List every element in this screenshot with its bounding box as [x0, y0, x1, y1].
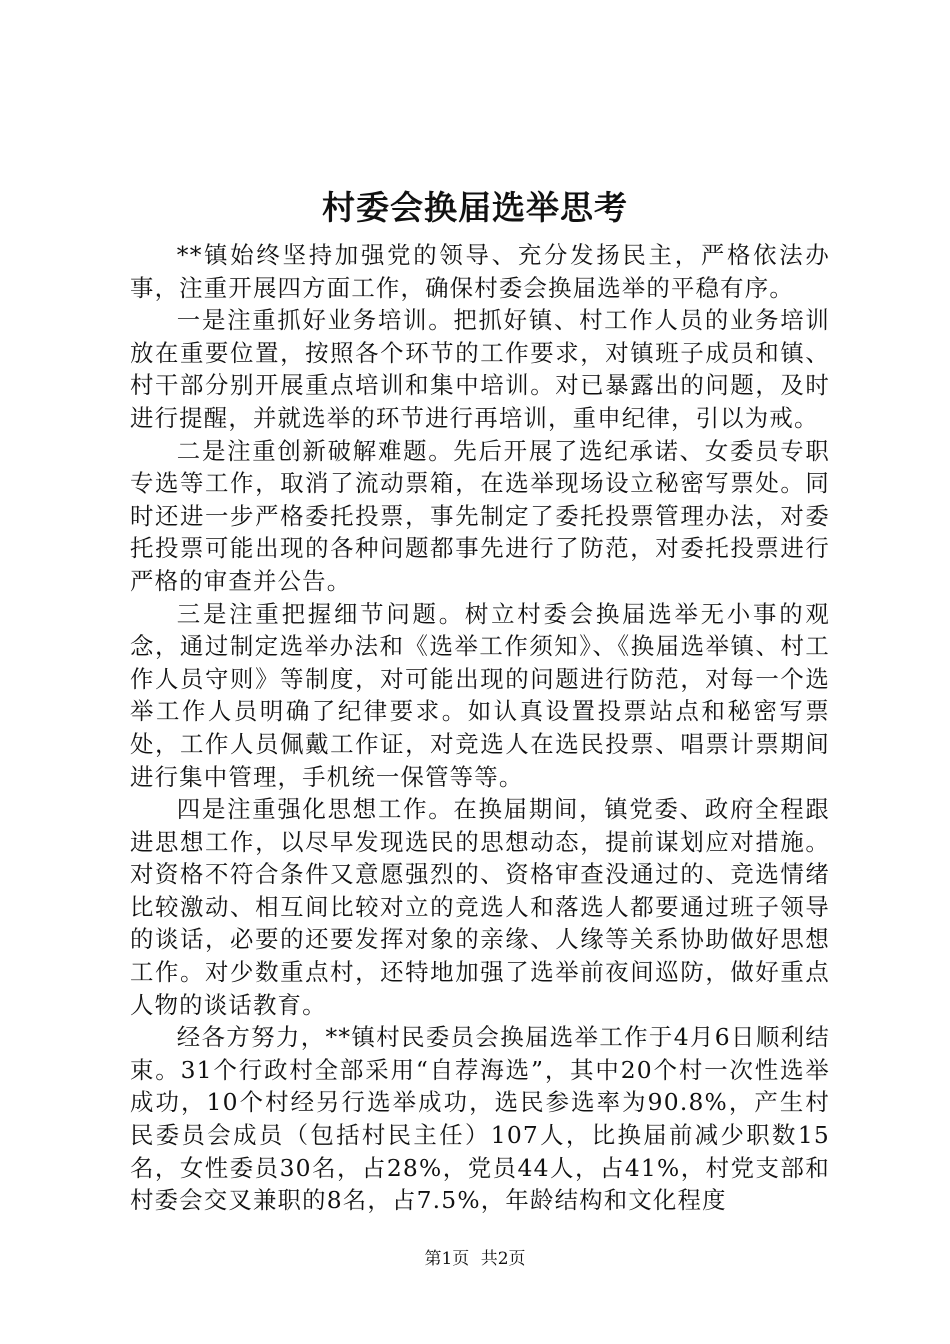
paragraph-innovation: 二是注重创新破解难题。先后开展了选纪承诺、女委员专职专选等工作，取消了流动票箱，在选举现场设立秘密写票处。同时还进一步严格委托投票，事先制定了委托投票管理办法，对委托投票可能出现的各种问题都事先进行了防范，对委托投票进行严格的审查并公告。: [130, 436, 830, 595]
paragraph-details: 三是注重把握细节问题。树立村委会换届选举无小事的观念，通过制定选举办法和《选举工作须知》、《换届选举镇、村工作人员守则》等制度，对可能出现的问题进行防范，对每一个选举工作人员明确了纪律要求。如认真设置投票站点和秘密写票处，工作人员佩戴工作证，对竞选人在选民投票、唱票计票期间进行集中管理，手机统一保管等等。: [130, 599, 830, 791]
page-number-current: 第1页: [424, 1249, 470, 1269]
paragraph-ideology: 四是注重强化思想工作。在换届期间，镇党委、政府全程跟进思想工作，以尽早发现选民的思想动态，提前谋划应对措施。对资格不符合条件又意愿强烈的、资格审查没通过的、竞选情绪比较激动、相互间比较对立的竞选人和落选人都要通过班子领导的谈话，必要的还要发挥对象的亲缘、人缘等关系协助做好思想工作。对少数重点村，还特地加强了选举前夜间巡防，做好重点人物的谈话教育。: [130, 795, 830, 1019]
paragraph-results: 经各方努力，**镇村民委员会换届选举工作于4月6日顺利结束。31个行政村全部采用“自荐海选”，其中20个村一次性选举成功，10个村经另行选举成功，选民参选率为90.8%，产生村民委员会成员（包括村民主任）107人，比换届前减少职数15名，女性委员30名，占28%，党员44人，占41%，村党支部和村委会交叉兼职的8名，占7.5%，年龄结构和文化程度: [130, 1023, 830, 1215]
page-number-total: 共2页: [480, 1249, 526, 1269]
page-footer: [0, 1248, 950, 1270]
document-body: [130, 239, 830, 1217]
paragraph-training: 一是注重抓好业务培训。把抓好镇、村工作人员的业务培训放在重要位置，按照各个环节的工作要求，对镇班子成员和镇、村干部分别开展重点培训和集中培训。对已暴露出的问题，及时进行提醒，并就选举的环节进行再培训，重申纪律，引以为戒。: [130, 306, 830, 432]
paragraph-intro: **镇始终坚持加强党的领导、充分发扬民主，严格依法办事，注重开展四方面工作，确保村委会换届选举的平稳有序。: [130, 241, 830, 302]
document-title: 村委会换届选举思考: [322, 188, 628, 227]
